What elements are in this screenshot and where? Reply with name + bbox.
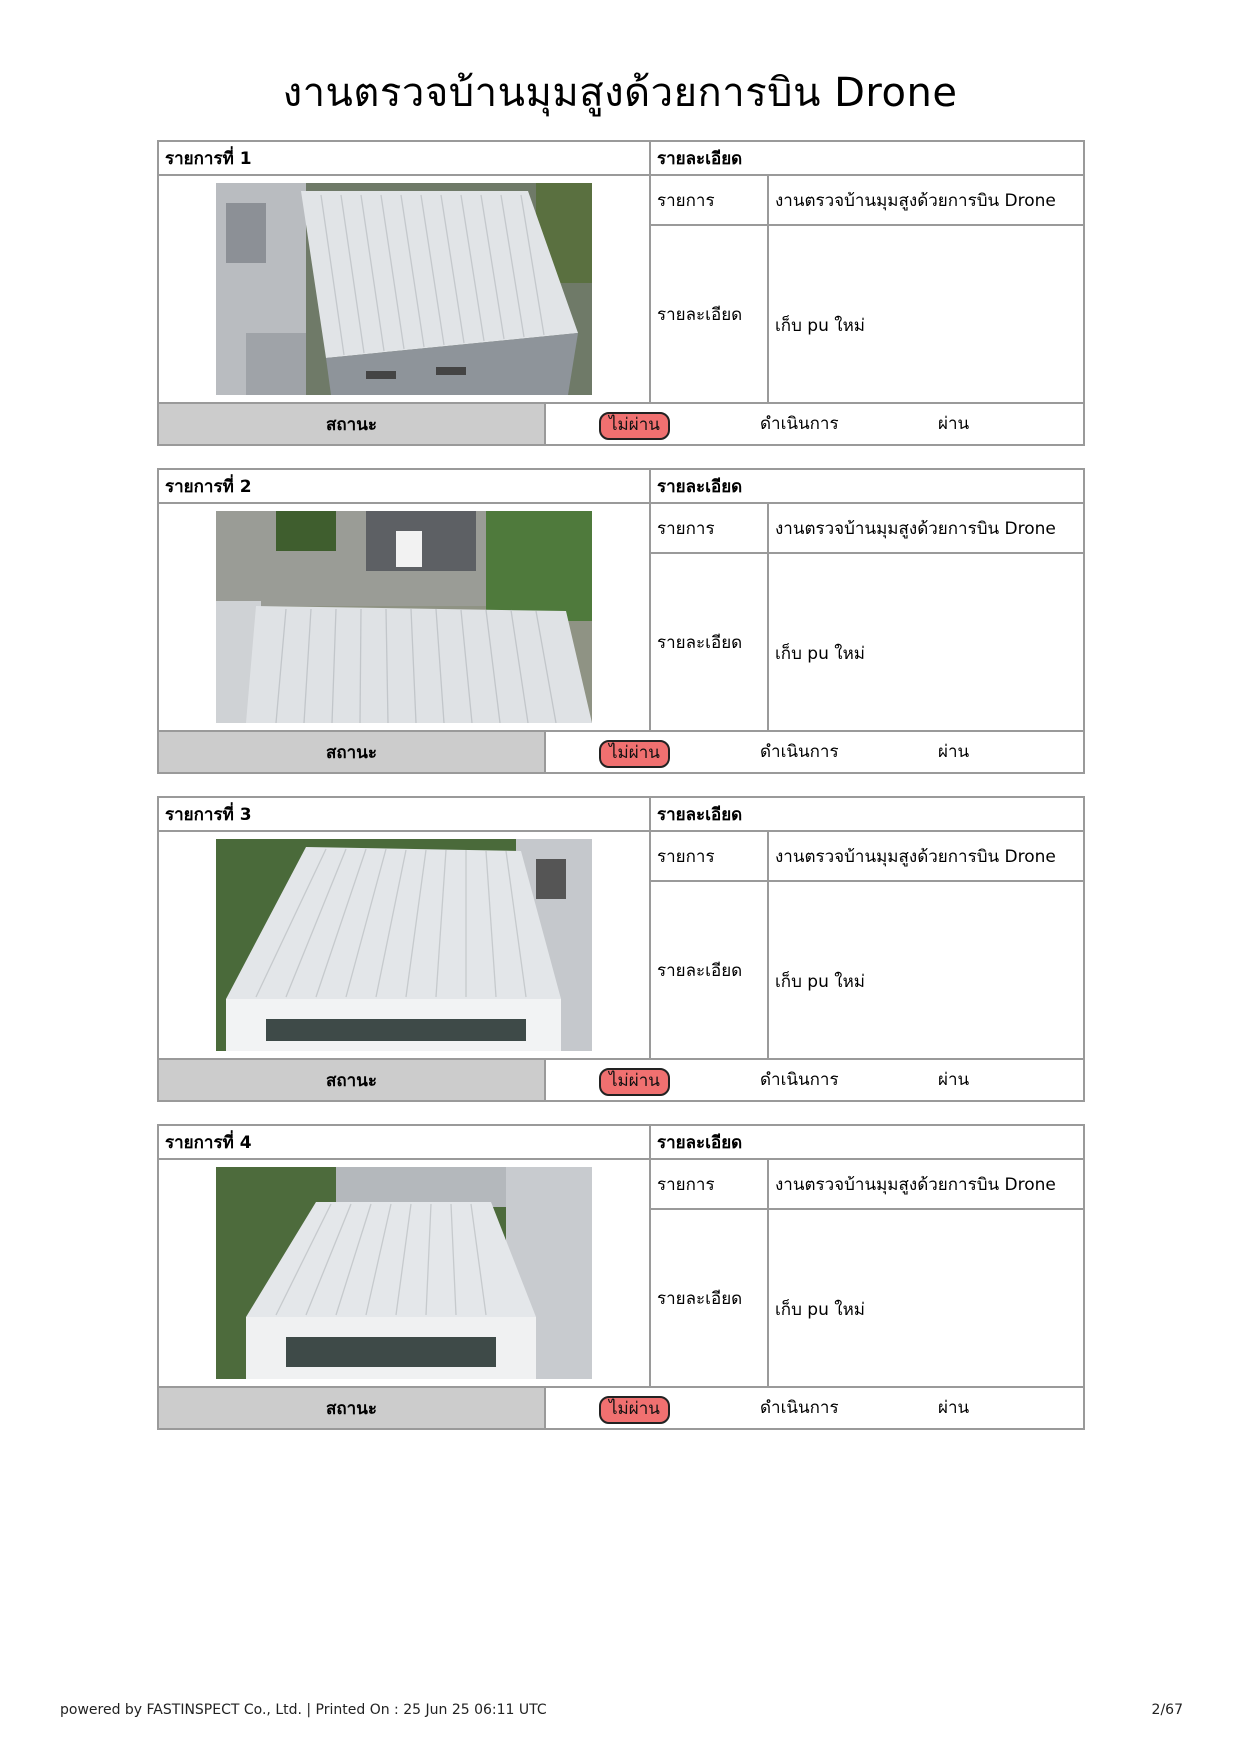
roof-photo (216, 1167, 592, 1379)
item-value: งานตรวจบ้านมุมสูงด้วยการบิน Drone (775, 1174, 1056, 1195)
status-pass: ผ่าน (938, 1398, 970, 1418)
status-fail-badge: ไม่ผ่าน (599, 1396, 670, 1424)
item-value: งานตรวจบ้านมุมสูงด้วยการบิน Drone (775, 190, 1056, 211)
status-label: สถานะ (159, 1060, 546, 1100)
inspection-item-card (157, 1124, 1085, 1430)
status-in-progress: ดำเนินการ (760, 414, 839, 434)
status-pass: ผ่าน (938, 1070, 970, 1090)
status-in-progress: ดำเนินการ (760, 1070, 839, 1090)
item-value: งานตรวจบ้านมุมสูงด้วยการบิน Drone (775, 518, 1056, 539)
status-pass: ผ่าน (938, 742, 970, 762)
item-number-header: รายการที่ 4 (159, 1126, 649, 1160)
item-number-header: รายการที่ 1 (159, 142, 649, 176)
inspection-item-card (157, 140, 1085, 446)
page-title: งานตรวจบ้านมุมสูงด้วยการบิน Drone (282, 70, 958, 116)
detail-label: รายละเอียด (651, 1210, 769, 1386)
roof-photo (216, 839, 592, 1051)
details-header: รายละเอียด (651, 798, 1083, 832)
inspection-item-card (157, 468, 1085, 774)
detail-value: เก็บ pu ใหม่ (775, 971, 865, 992)
item-label: รายการ (651, 176, 769, 224)
details-header: รายละเอียด (651, 142, 1083, 176)
status-in-progress: ดำเนินการ (760, 742, 839, 762)
status-fail-badge: ไม่ผ่าน (599, 412, 670, 440)
status-pass: ผ่าน (938, 414, 970, 434)
detail-label: รายละเอียด (651, 226, 769, 402)
footer-page-number: 2/67 (1151, 1702, 1183, 1718)
detail-value: เก็บ pu ใหม่ (775, 643, 865, 664)
detail-value: เก็บ pu ใหม่ (775, 315, 865, 336)
item-label: รายการ (651, 504, 769, 552)
roof-photo (216, 183, 592, 395)
item-label: รายการ (651, 832, 769, 880)
detail-label: รายละเอียด (651, 554, 769, 730)
item-number-header: รายการที่ 2 (159, 470, 649, 504)
details-header: รายละเอียด (651, 1126, 1083, 1160)
detail-value: เก็บ pu ใหม่ (775, 1299, 865, 1320)
footer-powered-by: powered by FASTINSPECT Co., Ltd. | Printed On : 25 Jun 25 06:11 UTC (60, 1702, 547, 1718)
status-fail-badge: ไม่ผ่าน (599, 1068, 670, 1096)
status-label: สถานะ (159, 404, 546, 444)
status-fail-badge: ไม่ผ่าน (599, 740, 670, 768)
status-label: สถานะ (159, 732, 546, 772)
detail-label: รายละเอียด (651, 882, 769, 1058)
inspection-item-card (157, 796, 1085, 1102)
inspection-items (157, 140, 1085, 1452)
roof-photo (216, 511, 592, 723)
details-header: รายละเอียด (651, 470, 1083, 504)
item-value: งานตรวจบ้านมุมสูงด้วยการบิน Drone (775, 846, 1056, 867)
status-in-progress: ดำเนินการ (760, 1398, 839, 1418)
item-number-header: รายการที่ 3 (159, 798, 649, 832)
status-label: สถานะ (159, 1388, 546, 1428)
item-label: รายการ (651, 1160, 769, 1208)
